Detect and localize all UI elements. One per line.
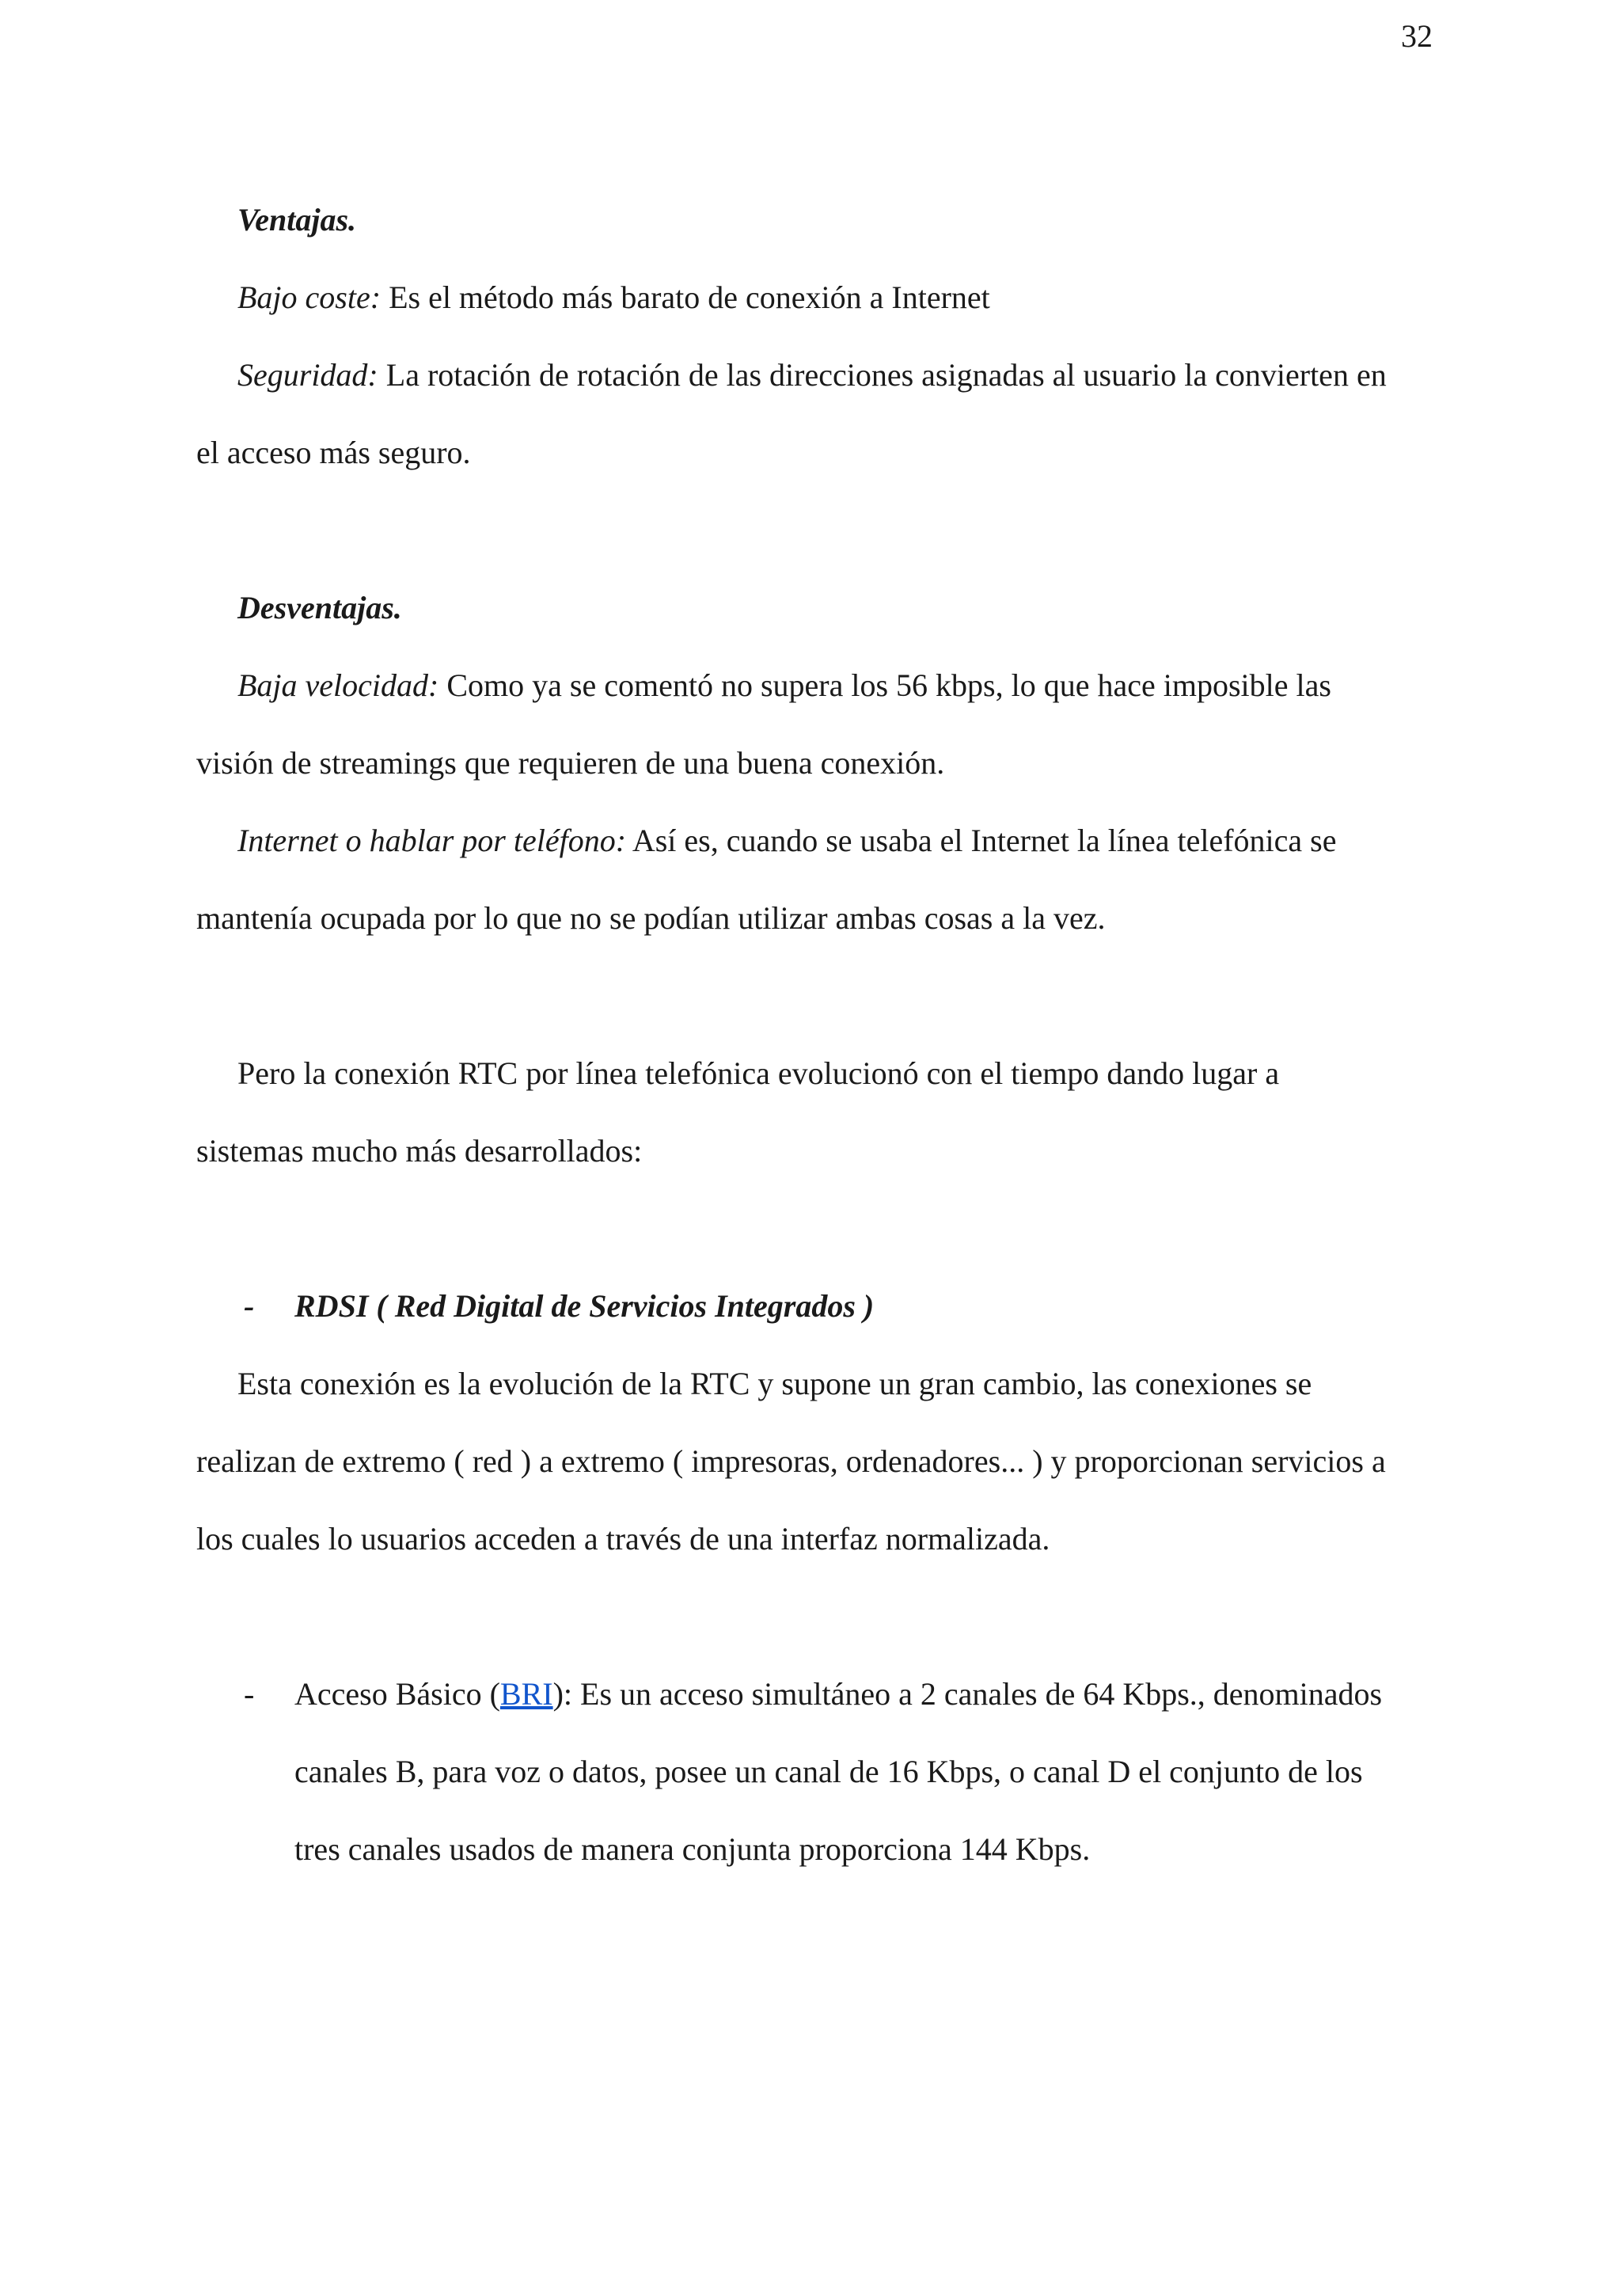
rdsi-paragraph-line-2: realizan de extremo ( red ) a extremo ( impresoras, ordenadores... ) y proporcionan servicios a: [196, 1443, 1386, 1479]
acceso-basico-suffix: ): Es un acceso simultáneo a 2 canales de 64 Kbps., denominados: [552, 1676, 1383, 1712]
acceso-basico-line-3: tres canales usados de manera conjunta proporciona 144 Kbps.: [294, 1831, 1091, 1867]
internet-paragraph-line-2: mantenía ocupada por lo que no se podían utilizar ambas cosas a la vez.: [196, 900, 1106, 936]
seguridad-term: Seguridad:: [237, 357, 378, 393]
ventajas-heading: Ventajas.: [237, 202, 357, 238]
rdsi-paragraph-line-1: Esta conexión es la evolución de la RTC y supone un gran cambio, las conexiones se: [237, 1366, 1312, 1401]
acceso-basico-prefix: Acceso Básico (: [294, 1676, 500, 1712]
acceso-basico-line-2: canales B, para voz o datos, posee un canal de 16 Kbps, o canal D el conjunto de los: [294, 1754, 1363, 1789]
internet-text-1: Así es, cuando se usaba el Internet la línea telefónica se: [626, 823, 1337, 858]
bri-link[interactable]: BRI: [499, 1676, 553, 1712]
internet-term: Internet o hablar por teléfono:: [237, 823, 627, 858]
bajo-coste-term: Bajo coste:: [237, 279, 382, 315]
acceso-basico-bullet: -: [244, 1676, 255, 1712]
baja-velocidad-text-1: Como ya se comentó no supera los 56 kbps, lo que hace imposible las: [438, 667, 1331, 703]
desventajas-heading: Desventajas.: [237, 590, 402, 625]
baja-velocidad-paragraph-line-2: visión de streamings que requieren de una buena conexión.: [196, 745, 945, 781]
baja-velocidad-term: Baja velocidad:: [237, 667, 439, 703]
evolucion-paragraph-line-2: sistemas mucho más desarrollados:: [196, 1133, 643, 1169]
seguridad-text-1: La rotación de rotación de las direcciones asignadas al usuario la convierten en: [378, 357, 1387, 393]
rdsi-heading: RDSI ( Red Digital de Servicios Integrados ): [294, 1288, 875, 1324]
internet-paragraph-line-1: [237, 825, 1336, 857]
baja-velocidad-paragraph-line-1: [237, 667, 1331, 703]
rdsi-paragraph-line-3: los cuales lo usuarios acceden a través de una interfaz normalizada.: [196, 1521, 1050, 1557]
acceso-basico-line-1: [294, 1678, 1382, 1710]
bajo-coste-text: Es el método más barato de conexión a Internet: [381, 279, 990, 315]
bajo-coste-paragraph: [237, 279, 990, 315]
seguridad-paragraph-line-1: [237, 359, 1387, 391]
rdsi-bullet: -: [244, 1288, 255, 1324]
page-number: 32: [1401, 18, 1433, 54]
evolucion-paragraph-line-1: Pero la conexión RTC por línea telefónica evolucionó con el tiempo dando lugar a: [237, 1055, 1280, 1091]
seguridad-paragraph-line-2: el acceso más seguro.: [196, 435, 471, 470]
